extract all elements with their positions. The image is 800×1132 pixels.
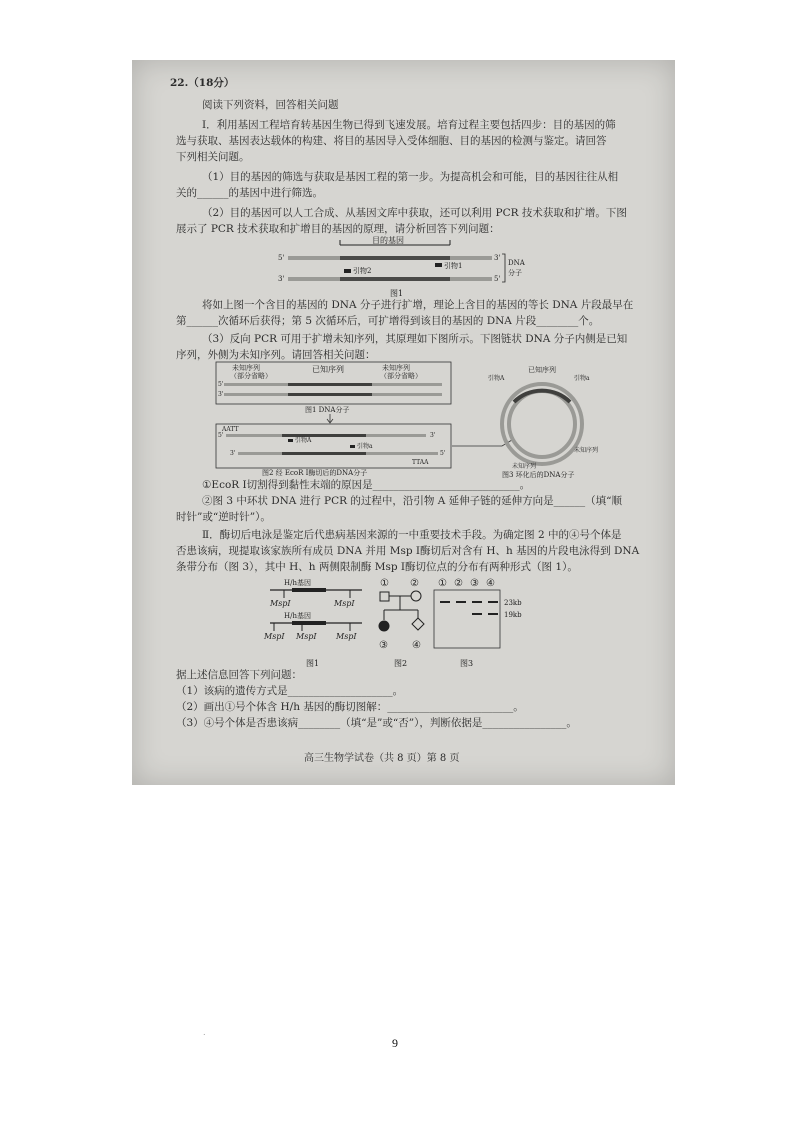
box1-known-bottom (288, 393, 372, 396)
msp-site-3: MspⅠ (264, 632, 285, 641)
band-23kb-label: 23kb (504, 599, 522, 607)
part2-line-1: Ⅱ．酶切后电泳是鉴定后代患病基因来源的一中重要技术手段。为确定图 2 中的④号个体是 (202, 529, 622, 541)
q3-line-1: （3）反向 PCR 可用于扩增未知序列，其原理如下图所示。下图链状 DNA 分子内侧是已知 (202, 333, 628, 345)
box1-3-label: 3' (218, 391, 224, 398)
dna-label: DNA (508, 259, 525, 267)
q2-line-2: 展示了 PCR 技术获取和扩增目的基因的原理，请分析回答下列问题： (176, 223, 500, 235)
box2-5b-label: 5' (440, 450, 446, 457)
strand-bottom-3-label: 3' (278, 275, 285, 283)
part1-line-2: 选与获取、基因表达载体的构建、将目的基因导入受体细胞、目的基因的检测与鉴定。请回答 (176, 135, 607, 147)
box2-3b-label: 3' (230, 450, 236, 457)
ring-unknown-bottom-label: 未知序列 (512, 463, 537, 470)
pedigree-affected-3 (379, 621, 390, 632)
box2-primerA-mark (288, 439, 293, 442)
q2-line-1: （2）目的基因可以人工合成、从基因文库中获取，还可以利用 PCR 技术获取和扩增。下图 (202, 207, 627, 219)
aatt-label: AATT (222, 426, 239, 433)
circular-dna-outer (502, 384, 582, 464)
primer1-mark (435, 263, 442, 267)
q2-answer-line-2: 第______次循环后获得；第 5 次循环后，可扩增得到该目的基因的 DNA 片段________个。 (176, 315, 600, 327)
ecor-caption: 图2 经 EcoR I酶切后的DNA分子 (262, 469, 368, 477)
gel-lane-3-label: ③ (470, 578, 479, 589)
page-footer: 高三生物学试卷（共 8 页）第 8 页 (304, 753, 460, 764)
q2-answer-line-1: 将如上图一个含目的基因的 DNA 分子进行扩增，理论上含目的基因的等长 DNA 片段最早在 (202, 299, 634, 311)
pedigree-ind3-label: ③ (379, 640, 388, 651)
primer2-label: 引物2 (353, 267, 372, 275)
gel-lane-2-label: ② (454, 578, 463, 589)
ttaa-label: TTAA (412, 459, 429, 466)
part2-sub3: （3）④号个体是否患该病________（填“是”或“否”），判断依据是________________。 (176, 717, 577, 729)
hh-gene-label-2: H/h基因 (284, 612, 311, 620)
part2-line-3: 条带分布（图 3），其中 H、h 两侧限制酶 Msp Ⅰ酶切位点的分布有两种形式（图 1）。 (176, 561, 578, 573)
msp-site-5: MspⅠ (336, 632, 357, 641)
ring-primera-label: 引物a (574, 375, 590, 382)
part2-line-2: 否患该病，现提取该家族所有成员 DNA 并用 Msp Ⅰ酶切后对含有 H、h 基因的片段电泳得到 DNA (176, 545, 640, 557)
box2-primera-label: 引物a (357, 443, 373, 450)
box2-5-label: 5' (218, 432, 224, 439)
dna-molecule-caption: 图1 DNA分子 (305, 406, 350, 414)
strand-top-3-label: 3' (494, 254, 501, 262)
stray-mark: . (203, 1028, 206, 1037)
inverse-pcr-figure (212, 360, 612, 480)
primer1-label: 引物1 (444, 262, 463, 270)
msp-site-2: MspⅠ (334, 599, 355, 608)
enzyme-pedigree-figure (262, 576, 562, 671)
band-19kb-label: 19kb (504, 611, 522, 619)
box2-primerA-label: 引物A (295, 437, 312, 444)
primer2-mark (344, 269, 351, 273)
target-gene-segment-bottom (340, 277, 450, 281)
q3-line-2: 序列，外侧为未知序列。请回答相关问题： (176, 349, 376, 361)
sub2-line-1: ②图 3 中环状 DNA 进行 PCR 的过程中，沿引物 A 延伸子链的延伸方向是______（填“顺 (202, 495, 623, 507)
ring-unknown-right-label: 未知序列 (574, 447, 599, 454)
known-sequence-label: 已知序列 (312, 365, 344, 374)
hh-gene-block-1 (292, 588, 326, 592)
part1-line-1: Ⅰ．利用基因工程培育转基因生物已得到飞速发展。培育过程主要包括四步：目的基因的筛 (202, 119, 616, 131)
box2-3-label: 3' (430, 432, 436, 439)
question-number: 22.（18分） (170, 77, 235, 89)
q1-line-2: 关的______的基因中进行筛选。 (176, 187, 323, 199)
strand-bottom-5-label: 5' (494, 275, 501, 283)
ring-caption: 图3 环化后的DNA分子 (502, 471, 575, 479)
gel-lane-4-label: ④ (486, 578, 495, 589)
gel-lane-1-label: ① (438, 578, 447, 589)
fig1-caption: 图1 (390, 289, 404, 298)
hh-gene-label-1: H/h基因 (284, 579, 311, 587)
molecule-label: 分子 (508, 269, 522, 277)
unknown-right-label: 未知序列 (382, 364, 410, 372)
gel-box (434, 590, 500, 648)
sub2-line-2: 时针”或“逆时针”）。 (176, 511, 271, 523)
enzyme-fig3-caption: 图3 (460, 659, 474, 668)
page-number: 9 (392, 1036, 398, 1050)
strand-top-5-label: 5' (278, 254, 285, 262)
box1-known-top (288, 383, 372, 386)
pcr-dna-figure (272, 236, 532, 298)
box1-5-label: 5' (218, 381, 224, 388)
pedigree-ind4-label: ④ (412, 640, 421, 651)
box2-primera-mark (350, 445, 355, 448)
ring-known-segment (514, 391, 570, 402)
pedigree-ind1-label: ① (380, 578, 389, 589)
pedigree-male-1 (380, 592, 389, 601)
enzyme-fig1-caption: 图1 (306, 659, 320, 668)
partial-right-label: （部分省略） (380, 372, 422, 380)
part2-sub1: （1）该病的遗传方式是____________________。 (176, 685, 404, 697)
box2-known-bottom (282, 452, 366, 455)
part2-sub2: （2）画出①号个体含 H/h 基因的酶切图解：________________________。 (176, 701, 524, 713)
pedigree-unknown-4 (412, 618, 424, 630)
partial-left-label: （部分省略） (230, 372, 272, 380)
ring-primerA-label: 引物A (488, 375, 505, 382)
sub1-ecor: ①EcoR Ⅰ切割得到黏性末端的原因是____________________________。 (202, 479, 531, 491)
circular-dna-inner (509, 391, 575, 457)
target-gene-label: 目的基因 (372, 236, 404, 245)
pedigree-female-2 (411, 591, 421, 601)
unknown-left-label: 未知序列 (232, 364, 260, 372)
ring-known-label: 已知序列 (528, 366, 556, 374)
enzyme-fig2-caption: 图2 (394, 659, 408, 668)
msp-site-1: MspⅠ (270, 599, 291, 608)
part2-prompt: 据上述信息回答下列问题： (176, 669, 302, 681)
scanned-exam-page (132, 60, 675, 785)
part1-line-3: 下列相关问题。 (176, 151, 250, 163)
target-gene-segment-top (340, 256, 450, 260)
hh-gene-block-2 (292, 621, 326, 625)
q1-line-1: （1）目的基因的筛选与获取是基因工程的第一步。为提高机会和可能，目的基因往往从相 (202, 171, 619, 183)
question-intro: 阅读下列资料，回答相关问题 (202, 99, 339, 111)
msp-site-4: MspⅠ (296, 632, 317, 641)
pedigree-ind2-label: ② (410, 578, 419, 589)
